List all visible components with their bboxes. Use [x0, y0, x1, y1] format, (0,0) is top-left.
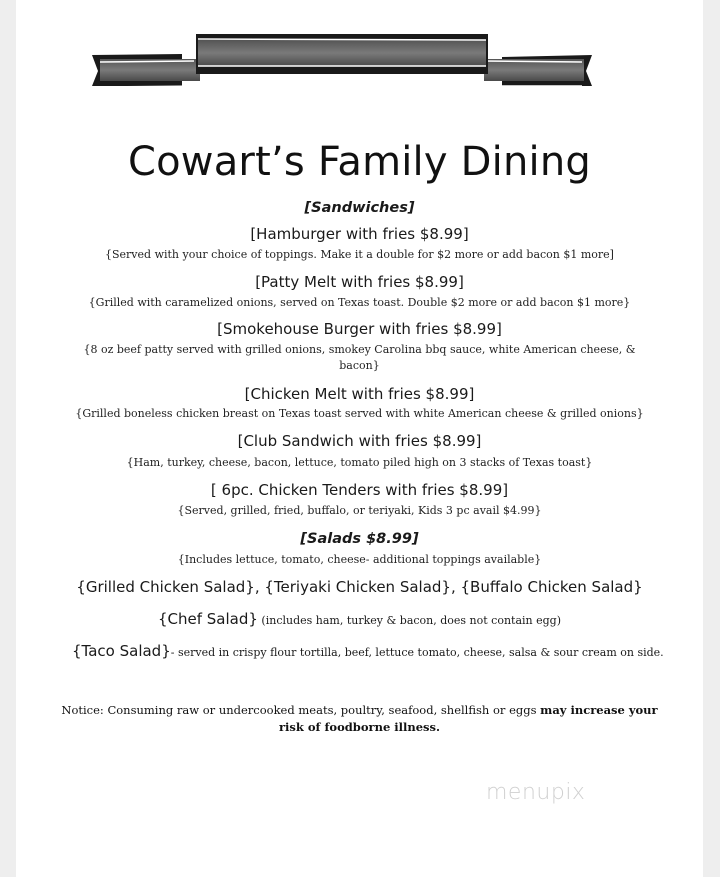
menupix-watermark: menupix [486, 780, 586, 805]
menu-item-description: {Grilled boneless chicken breast on Texas toast served with white American cheese & grilled onions} [75, 407, 644, 420]
notice-bold-text: may increase your risk of foodborne illness. [278, 703, 658, 734]
menu-item-club-sandwich: [Club Sandwich with fries $8.99] [237, 432, 482, 450]
section-heading-sandwiches: [Sandwiches] [304, 200, 415, 216]
menu-item-patty-melt: [Patty Melt with fries $8.99] [255, 273, 464, 291]
menu-item-smokehouse-burger: [Smokehouse Burger with fries $8.99] [217, 320, 502, 338]
menu-item-chicken-tenders: [ 6pc. Chicken Tenders with fries $8.99] [210, 481, 509, 499]
menu-item-chicken-melt: [Chicken Melt with fries $8.99] [244, 385, 475, 403]
taco-salad-note: - served in crispy flour tortilla, beef, lettuce tomato, cheese, salsa & sour cream on side. [170, 646, 664, 659]
taco-salad-name: {Taco Salad} [72, 642, 171, 660]
chef-salad-note: (includes ham, turkey & bacon, does not contain egg) [257, 614, 562, 627]
taco-salad-line [72, 642, 664, 660]
menu-item-hamburger: [Hamburger with fries $8.99] [250, 225, 469, 243]
menu-item-description: {Served with your choice of toppings. Make it a double for $2 more or add bacon $1 more] [105, 248, 614, 261]
chef-salad-line [16, 610, 703, 628]
food-safety-notice [56, 702, 663, 736]
menu-item-description-cont: bacon} [339, 359, 380, 372]
menu-item-description: {Served, grilled, fried, buffalo, or teriyaki, Kids 3 pc avail $4.99} [177, 504, 542, 517]
menu-item-description: {Ham, turkey, cheese, bacon, lettuce, tomato piled high on 3 stacks of Texas toast} [126, 456, 593, 469]
restaurant-title: Cowart’s Family Dining [128, 139, 591, 185]
section-heading-salads: [Salads $8.99] [300, 531, 419, 547]
notice-text: Notice: Consuming raw or undercooked meats, poultry, seafood, shellfish or eggs [61, 703, 541, 717]
menu-item-description: {8 oz beef patty served with grilled onions, smokey Carolina bbq sauce, white American cheese, & [83, 343, 636, 356]
menu-item-description: {Grilled with caramelized onions, served on Texas toast. Double $2 more or add bacon $1 more} [88, 296, 631, 309]
ribbon-banner-icon [92, 28, 592, 88]
salad-list: {Grilled Chicken Salad}, {Teriyaki Chicken Salad}, {Buffalo Chicken Salad} [76, 578, 643, 596]
salads-description: {Includes lettuce, tomato, cheese- additional toppings available} [177, 553, 542, 566]
chef-salad-name: {Chef Salad} [157, 610, 258, 628]
menu-page [16, 0, 703, 877]
